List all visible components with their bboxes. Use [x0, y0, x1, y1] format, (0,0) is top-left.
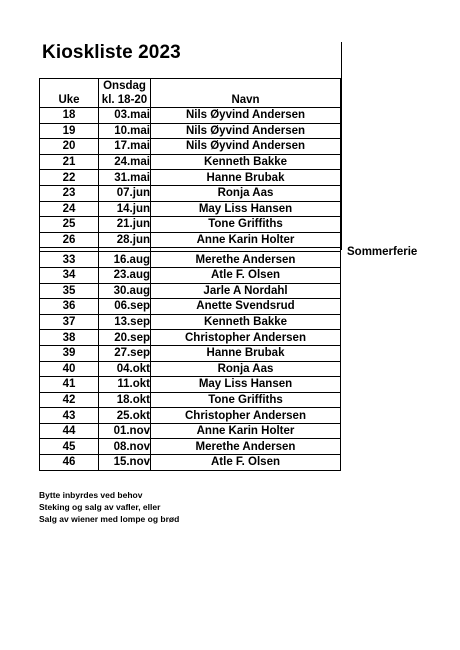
date-cell: 13.sep	[99, 314, 151, 330]
date-cell: 24.mai	[99, 154, 151, 170]
note-line: Steking og salg av vafler, eller	[39, 502, 161, 513]
date-cell: 16.aug	[99, 252, 151, 268]
name-cell: Merethe Andersen	[151, 252, 341, 268]
name-cell: Nils Øyvind Andersen	[151, 139, 341, 155]
table-row	[40, 314, 341, 330]
table-row	[40, 361, 341, 377]
week-cell: 46	[40, 455, 99, 471]
header-day-line2: kl. 18-20	[101, 94, 148, 106]
table-row	[40, 267, 341, 283]
note-line: Salg av wiener med lompe og brød	[39, 514, 180, 525]
header-week: Uke	[40, 79, 99, 108]
week-cell: 25	[40, 217, 99, 233]
date-cell: 06.sep	[99, 299, 151, 315]
table-row	[40, 408, 341, 424]
name-cell: May Liss Hansen	[151, 377, 341, 393]
name-cell: Tone Griffiths	[151, 392, 341, 408]
week-cell: 20	[40, 139, 99, 155]
name-cell: Hanne Brubak	[151, 170, 341, 186]
table-row	[40, 217, 341, 233]
schedule-table	[39, 78, 341, 471]
date-cell: 01.nov	[99, 423, 151, 439]
table-row	[40, 123, 341, 139]
week-cell: 35	[40, 283, 99, 299]
name-cell: Ronja Aas	[151, 185, 341, 201]
week-cell: 22	[40, 170, 99, 186]
header-name: Navn	[151, 79, 341, 108]
vertical-divider	[341, 42, 342, 250]
table-row	[40, 201, 341, 217]
summer-holiday-label: Sommerferie	[347, 246, 418, 258]
name-cell: Nils Øyvind Andersen	[151, 123, 341, 139]
header-day	[99, 79, 151, 108]
table-row	[40, 377, 341, 393]
note-line: Bytte inbyrdes ved behov	[39, 490, 143, 500]
date-cell: 25.okt	[99, 408, 151, 424]
name-cell: Ronja Aas	[151, 361, 341, 377]
week-cell: 34	[40, 267, 99, 283]
table-row	[40, 185, 341, 201]
week-cell: 40	[40, 361, 99, 377]
week-cell: 24	[40, 201, 99, 217]
table-row	[40, 330, 341, 346]
week-cell: 44	[40, 423, 99, 439]
date-cell: 31.mai	[99, 170, 151, 186]
date-cell: 10.mai	[99, 123, 151, 139]
week-cell: 45	[40, 439, 99, 455]
name-cell: Anne Karin Holter	[151, 232, 341, 248]
name-cell: Christopher Andersen	[151, 330, 341, 346]
name-cell: Anne Karin Holter	[151, 423, 341, 439]
week-cell: 43	[40, 408, 99, 424]
table-row	[40, 455, 341, 471]
name-cell: Jarle A Nordahl	[151, 283, 341, 299]
date-cell: 14.jun	[99, 201, 151, 217]
week-cell: 18	[40, 108, 99, 124]
table-row	[40, 299, 341, 315]
date-cell: 08.nov	[99, 439, 151, 455]
table-row	[40, 232, 341, 248]
week-cell: 19	[40, 123, 99, 139]
week-cell: 41	[40, 377, 99, 393]
rows-after-summer	[40, 252, 341, 470]
week-cell: 36	[40, 299, 99, 315]
week-cell: 21	[40, 154, 99, 170]
date-cell: 20.sep	[99, 330, 151, 346]
week-cell: 26	[40, 232, 99, 248]
rows-before-summer	[40, 108, 341, 248]
date-cell: 17.mai	[99, 139, 151, 155]
name-cell: Nils Øyvind Andersen	[151, 108, 341, 124]
table-row	[40, 283, 341, 299]
date-cell: 15.nov	[99, 455, 151, 471]
date-cell: 23.aug	[99, 267, 151, 283]
name-cell: Hanne Brubak	[151, 345, 341, 361]
week-cell: 39	[40, 345, 99, 361]
table-header-row	[40, 79, 341, 108]
week-cell: 23	[40, 185, 99, 201]
name-cell: Anette Svendsrud	[151, 299, 341, 315]
date-cell: 30.aug	[99, 283, 151, 299]
date-cell: 21.jun	[99, 217, 151, 233]
name-cell: Kenneth Bakke	[151, 314, 341, 330]
name-cell: Tone Griffiths	[151, 217, 341, 233]
table-row	[40, 108, 341, 124]
table-row	[40, 154, 341, 170]
table-row	[40, 139, 341, 155]
name-cell: Kenneth Bakke	[151, 154, 341, 170]
table-row	[40, 252, 341, 268]
name-cell: May Liss Hansen	[151, 201, 341, 217]
name-cell: Atle F. Olsen	[151, 267, 341, 283]
week-cell: 37	[40, 314, 99, 330]
table-row	[40, 392, 341, 408]
week-cell: 38	[40, 330, 99, 346]
date-cell: 04.okt	[99, 361, 151, 377]
table-row	[40, 439, 341, 455]
table-row	[40, 345, 341, 361]
week-cell: 42	[40, 392, 99, 408]
date-cell: 07.jun	[99, 185, 151, 201]
table-row	[40, 423, 341, 439]
date-cell: 11.okt	[99, 377, 151, 393]
week-cell: 33	[40, 252, 99, 268]
date-cell: 18.okt	[99, 392, 151, 408]
table-row	[40, 170, 341, 186]
page-title: Kioskliste 2023	[42, 42, 181, 63]
notes	[39, 489, 179, 526]
name-cell: Merethe Andersen	[151, 439, 341, 455]
date-cell: 27.sep	[99, 345, 151, 361]
name-cell: Christopher Andersen	[151, 408, 341, 424]
date-cell: 03.mai	[99, 108, 151, 124]
name-cell: Atle F. Olsen	[151, 455, 341, 471]
header-day-line1: Onsdag	[103, 80, 146, 92]
date-cell: 28.jun	[99, 232, 151, 248]
